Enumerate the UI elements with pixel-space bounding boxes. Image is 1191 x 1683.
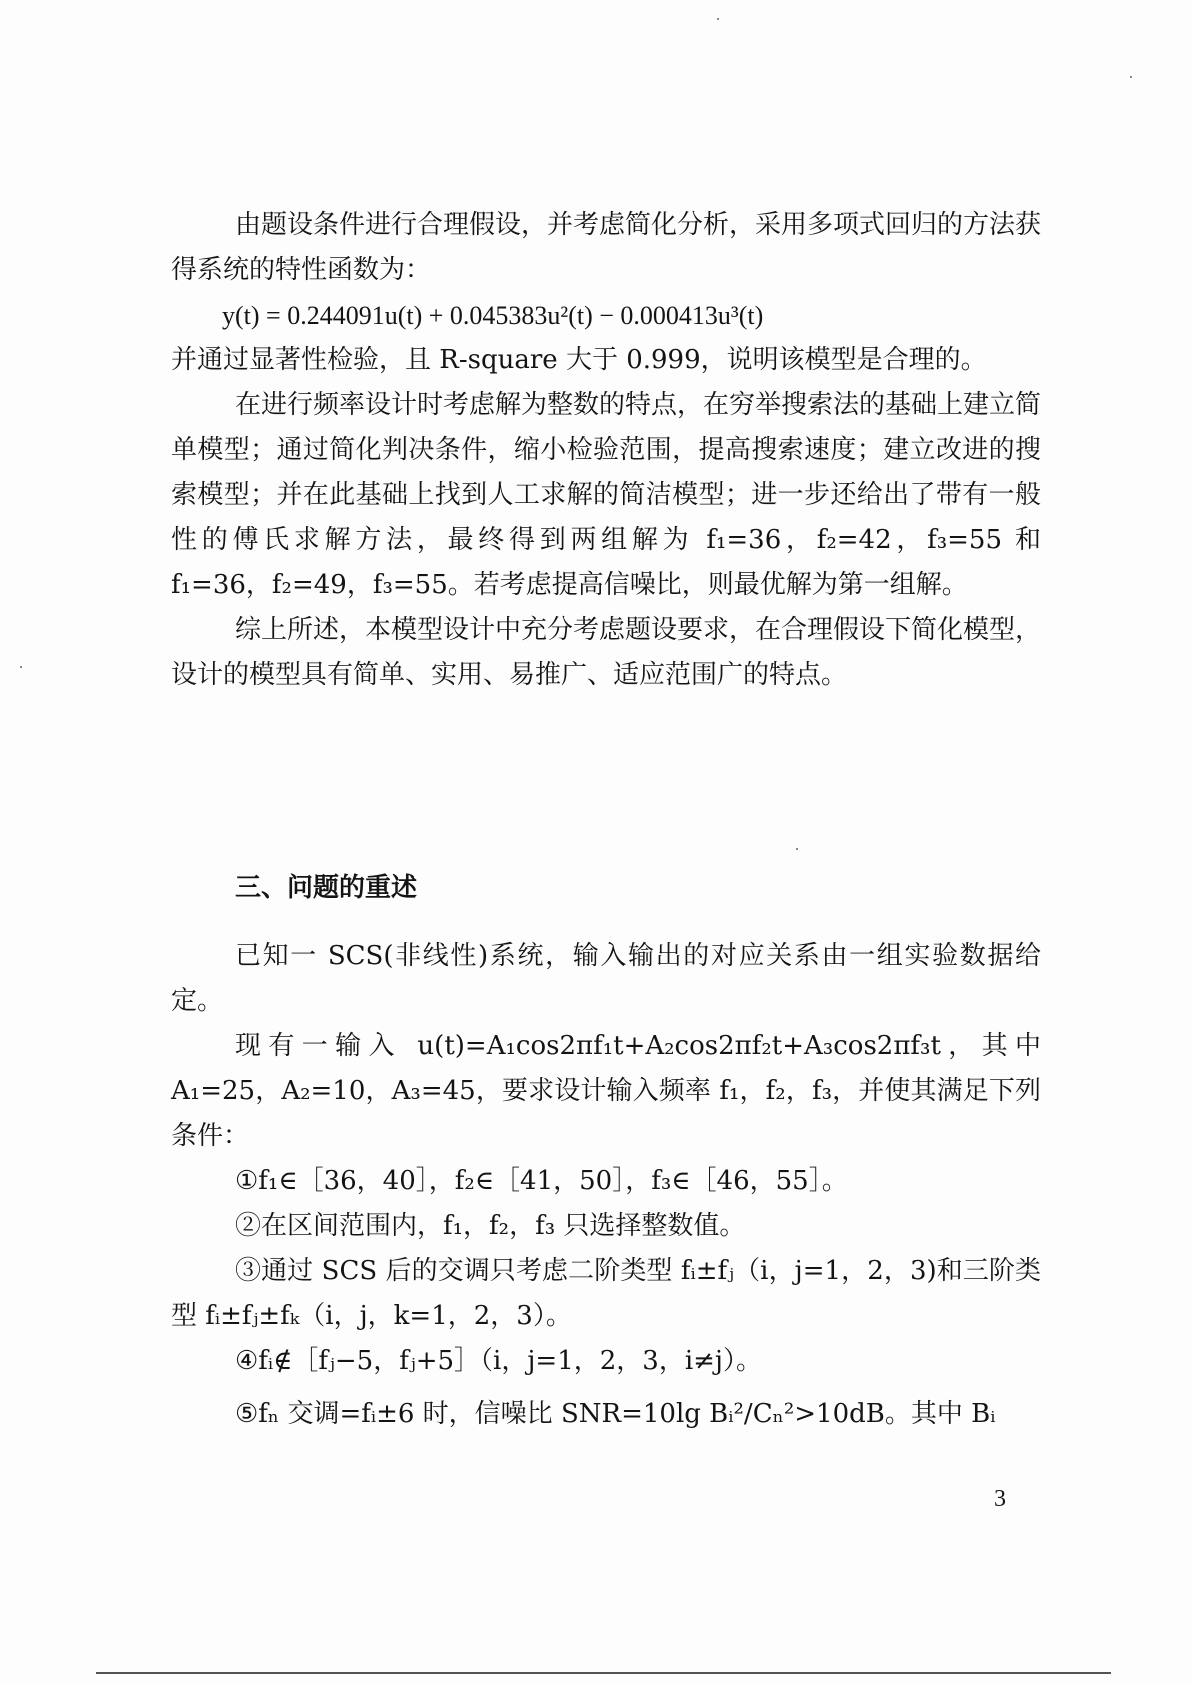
paragraph-frequency-design: 在进行频率设计时考虑解为整数的特点，在穷举搜索法的基础上建立简单模型；通过简化判决条件，缩小检验范围，提高搜索速度；建立改进的搜索模型；并在此基础上找到人工求解的简洁模型；进一步还给出了带有一般性的傅氏求解方法，最终得到两组解为 f₁=36，f₂=42，f₃=55 和 f₁=36，f₂=49，f₃=55。若考虑提高信噪比，则最优解为第一组解。: [171, 390, 1042, 600]
scan-speck: [796, 848, 798, 850]
scan-speck: [20, 666, 22, 668]
characteristic-equation: y(t) = 0.244091u(t) + 0.045383u²(t) − 0.000413u³(t): [222, 301, 764, 330]
paragraph-input-definition: 现有一输入 u(t)=A₁cos2πf₁t+A₂cos2πf₂t+A₃cos2πf₃t，其中 A₁=25，A₂=10，A₃=45，要求设计输入频率 f₁，f₂，f₃，并使其满足下列条件：: [171, 1031, 1041, 1151]
scan-speck: [717, 18, 719, 20]
body-text: [171, 203, 1041, 698]
condition-item-3: ③通过 SCS 后的交调只考虑二阶类型 fᵢ±fⱼ（i，j=1，2，3)和三阶类型 fᵢ±fⱼ±fₖ（i，j，k=1，2，3）。: [171, 1256, 1041, 1331]
page-number: 3: [994, 1486, 1006, 1512]
condition-item-2: ②在区间范围内，f₁，f₂，f₃ 只选择整数值。: [235, 1211, 746, 1241]
condition-item-5: ⑤fₙ 交调=fᵢ±6 时，信噪比 SNR=10lg Bᵢ²/Cₙ²>10dB。其中 Bᵢ: [235, 1399, 996, 1429]
condition-item-4: ④fᵢ∉［fⱼ−5，fⱼ+5］（i，j=1，2，3，i≠j）。: [235, 1346, 762, 1376]
paragraph-significance-test: 并通过显著性检验，且 R-square 大于 0.999，说明该模型是合理的。: [171, 345, 987, 375]
scan-speck: [1130, 76, 1132, 78]
paragraph-system-given: 已知一 SCS(非线性)系统，输入输出的对应关系由一组实验数据给定。: [171, 941, 1041, 1016]
section-title: 三、问题的重述: [235, 873, 418, 903]
section-restatement: [171, 866, 1041, 911]
condition-item-1: ①f₁∈［36，40］，f₂∈［41，50］，f₃∈［46，55］。: [235, 1166, 848, 1196]
restatement-body: [171, 934, 1041, 1437]
paragraph-summary: 综上所述，本模型设计中充分考虑题设要求，在合理假设下简化模型，设计的模型具有简单、实用、易推广、适应范围广的特点。: [171, 615, 1042, 690]
paragraph-modeling-assumption: 由题设条件进行合理假设，并考虑简化分析，采用多项式回归的方法获得系统的特性函数为：: [171, 210, 1042, 285]
scan-edge-line: [96, 1672, 1111, 1674]
